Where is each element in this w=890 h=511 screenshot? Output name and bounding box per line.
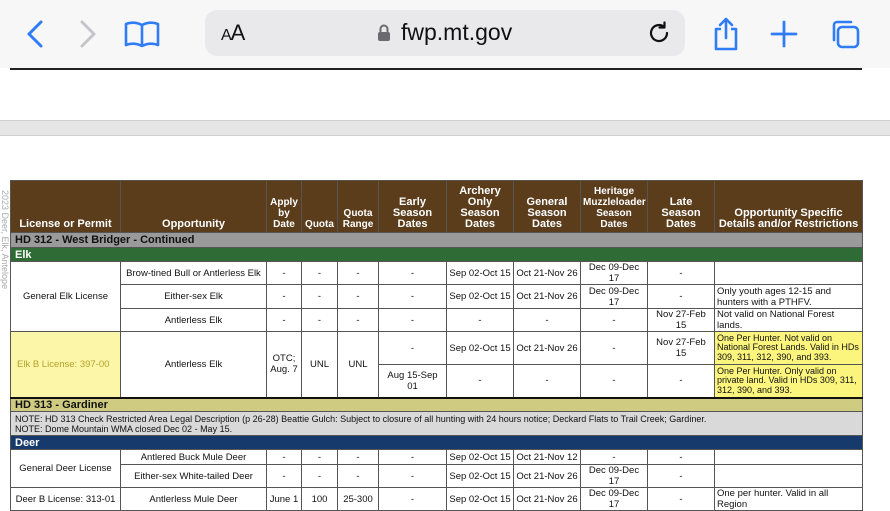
cell: - (648, 285, 715, 309)
cell: Sep 02-Oct 15 (447, 285, 514, 309)
opportunity-cell: Antlerless Elk (121, 309, 267, 332)
opportunity-cell: Either-sex Elk (121, 285, 267, 309)
reader-options-button[interactable]: AA (221, 20, 245, 45)
highlighted-license-cell: Elk B License: 397-00 (11, 332, 121, 398)
details-cell: Only youth ages 12-15 and hunters with a PTHFV. (715, 285, 863, 309)
header-cell: Opportunity Specific Details and/or Restrictions (715, 181, 863, 233)
cell: Oct 21-Nov 26 (514, 332, 581, 365)
cell: - (447, 365, 514, 398)
url-text[interactable]: fwp.mt.gov (401, 19, 513, 45)
table-row (11, 309, 863, 332)
opportunity-cell: Either-sex White-tailed Deer (121, 465, 267, 488)
cell: - (581, 309, 648, 332)
previous-page-bottom (0, 68, 890, 120)
cell: - (338, 450, 379, 465)
highlighted-details-cell: One Per Hunter. Not valid on National Forest Lands. Valid in HDs 309, 311, 312, 390, and 393. (715, 332, 863, 365)
cell: - (302, 285, 338, 309)
forward-arrow-icon[interactable] (68, 14, 108, 54)
license-cell: Deer B License: 313-01 (11, 488, 121, 511)
notes-cell (11, 412, 863, 436)
share-icon[interactable] (706, 14, 746, 54)
header-cell: Opportunity (121, 181, 267, 233)
cell: - (338, 285, 379, 309)
cell: - (267, 309, 302, 332)
cell: Dec 09-Dec 17 (581, 488, 648, 511)
hunting-regulations-table (10, 180, 863, 511)
cell: Sep 02-Oct 15 (447, 450, 514, 465)
cell: - (338, 262, 379, 285)
header-cell: Archery Only Season Dates (447, 181, 514, 233)
cell: - (379, 465, 447, 488)
section-title: HD 312 - West Bridger - Continued (11, 233, 863, 248)
cell: - (267, 285, 302, 309)
cell: - (302, 465, 338, 488)
opportunity-cell: Antlerless Mule Deer (121, 488, 267, 511)
cell: Nov 27-Feb 15 (648, 332, 715, 365)
cell: - (379, 450, 447, 465)
cell: Nov 27-Feb 15 (648, 309, 715, 332)
details-cell: Not valid on National Forest lands. (715, 309, 863, 332)
header-cell: Late Season Dates (648, 181, 715, 233)
header-cell: Quota Range (338, 181, 379, 233)
table-row (11, 488, 863, 511)
highlighted-details-cell: One Per Hunter. Only valid on private land. Valid in HDs 309, 311, 312, 390, and 393. (715, 365, 863, 398)
cell: - (302, 450, 338, 465)
address-bar[interactable] (205, 10, 685, 56)
bookmarks-book-icon[interactable] (122, 14, 162, 54)
table-row (11, 332, 863, 365)
header-cell: Quota (302, 181, 338, 233)
cell: - (581, 365, 648, 398)
table-header-row (11, 181, 863, 233)
header-cell: General Season Dates (514, 181, 581, 233)
cell: - (514, 309, 581, 332)
section-title: HD 313 - Gardiner (11, 398, 863, 412)
cell: - (379, 488, 447, 511)
cell: - (648, 365, 715, 398)
cell: - (302, 309, 338, 332)
cell: - (379, 332, 447, 365)
cell: UNL (338, 332, 379, 398)
cell: - (581, 332, 648, 365)
license-cell: General Elk License (11, 262, 121, 332)
cell: - (267, 262, 302, 285)
species-row-elk (11, 248, 863, 262)
details-cell (715, 450, 863, 465)
cell: - (514, 365, 581, 398)
cell: Oct 21-Nov 26 (514, 465, 581, 488)
opportunity-cell: Brow-tined Bull or Antlerless Elk (121, 262, 267, 285)
details-cell: One per hunter. Valid in all Region (715, 488, 863, 511)
species-label: Elk (11, 248, 863, 262)
cell: Sep 02-Oct 15 (447, 488, 514, 511)
cell: Oct 21-Nov 26 (514, 488, 581, 511)
page-rule (10, 68, 862, 70)
table-row (11, 450, 863, 465)
cell: - (648, 465, 715, 488)
cell: Dec 09-Dec 17 (581, 465, 648, 488)
cell: - (267, 465, 302, 488)
table-row (11, 465, 863, 488)
header-cell: Early Season Dates (379, 181, 447, 233)
opportunity-cell: Antlerless Elk (121, 332, 267, 398)
notes-row (11, 412, 863, 436)
cell: 25-300 (338, 488, 379, 511)
cell: - (379, 285, 447, 309)
cell: - (581, 450, 648, 465)
back-arrow-icon[interactable] (15, 14, 55, 54)
cell: - (302, 262, 338, 285)
cell: - (648, 488, 715, 511)
header-cell: License or Permit (11, 181, 121, 233)
note-text: NOTE: HD 313 Check Restricted Area Legal Description (p 26-28) Beattie Gulch: Subject to closure of all hunting with 24 hours notice; Deckard Flats to Trail Creek; Gardiner. (15, 413, 707, 424)
opportunity-cell: Antlered Buck Mule Deer (121, 450, 267, 465)
cell: Oct 21-Nov 12 (514, 450, 581, 465)
header-cell: Heritage Muzzleloader Season Dates (581, 181, 648, 233)
cell: OTC; Aug. 7 (267, 332, 302, 398)
cell: Dec 09-Dec 17 (581, 285, 648, 309)
page-sidebar-text: 2023 Deer, Elk, Antelope (0, 190, 10, 290)
page-gap (0, 120, 890, 136)
new-tab-plus-icon[interactable] (764, 14, 804, 54)
cell: - (648, 450, 715, 465)
cell: - (338, 465, 379, 488)
browser-toolbar (0, 0, 890, 68)
cell: Sep 02-Oct 15 (447, 332, 514, 365)
cell: - (379, 262, 447, 285)
reload-icon[interactable] (647, 21, 671, 50)
license-cell: General Deer License (11, 450, 121, 488)
cell: - (648, 262, 715, 285)
cell: Sep 02-Oct 15 (447, 465, 514, 488)
note-text: NOTE: Dome Mountain WMA closed Dec 02 - May 15. (15, 423, 233, 434)
section-row-hd313 (11, 398, 863, 412)
tabs-overview-icon[interactable] (825, 14, 865, 54)
cell: 100 (302, 488, 338, 511)
table-row (11, 285, 863, 309)
cell: Oct 21-Nov 26 (514, 262, 581, 285)
cell: - (338, 309, 379, 332)
section-row-hd312 (11, 233, 863, 248)
lock-icon (377, 24, 391, 47)
cell: - (447, 309, 514, 332)
species-label: Deer (11, 436, 863, 450)
cell: - (267, 450, 302, 465)
table-row (11, 262, 863, 285)
cell: - (379, 309, 447, 332)
details-cell (715, 262, 863, 285)
cell: Aug 15-Sep 01 (379, 365, 447, 398)
cell: June 1 (267, 488, 302, 511)
header-cell: Apply by Date (267, 181, 302, 233)
cell: UNL (302, 332, 338, 398)
cell: Dec 09-Dec 17 (581, 262, 648, 285)
cell: Oct 21-Nov 26 (514, 285, 581, 309)
species-row-deer (11, 436, 863, 450)
details-cell (715, 465, 863, 488)
cell: Sep 02-Oct 15 (447, 262, 514, 285)
